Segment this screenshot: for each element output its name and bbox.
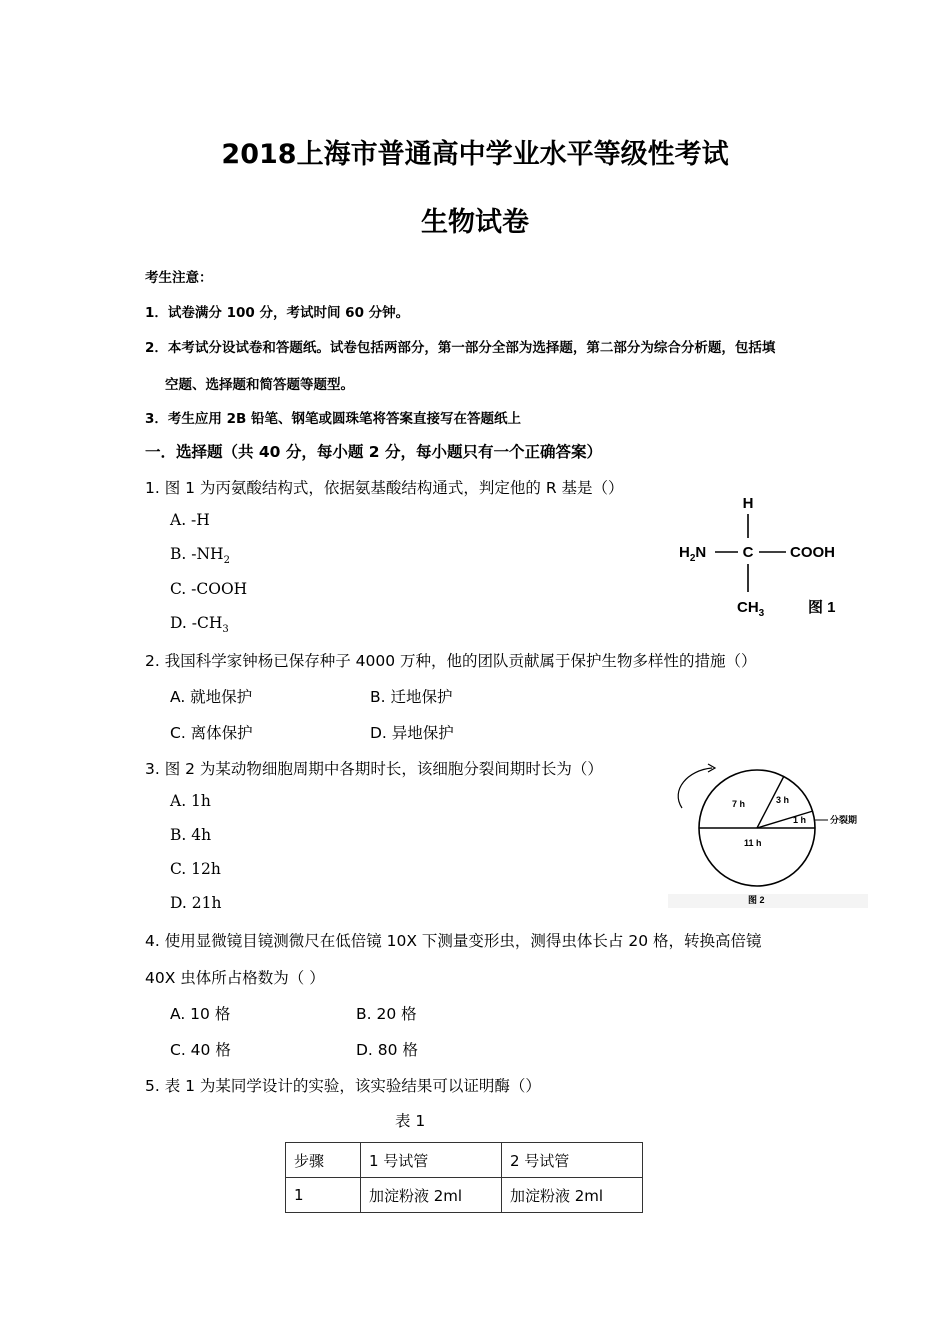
question-2-option-c: C. 离体保护 xyxy=(170,724,253,742)
question-3-stem: 3. 图 2 为某动物细胞周期中各期时长，该细胞分裂间期时长为（） xyxy=(145,760,603,778)
question-4-stem-line-2: 40X 虫体所占格数为（ ） xyxy=(145,969,325,987)
exam-title: 2018上海市普通高中学业水平等级性考试 xyxy=(221,139,729,170)
table-1 xyxy=(285,1142,643,1213)
segment-label-11h: 11 h xyxy=(744,838,762,848)
question-2-stem: 2. 我国科学家钟杨已保存种子 4000 万种，他的团队贡献属于保护生物多样性的措施（） xyxy=(145,652,757,670)
notice-item-3: 3．考生应用 2B 铅笔、钢笔或圆珠笔将答案直接写在答题纸上 xyxy=(145,411,521,427)
question-3-option-a: A. 1h xyxy=(170,792,211,810)
table-header-cell: 1 号试管 xyxy=(361,1143,502,1178)
question-2-option-a: A. 就地保护 xyxy=(170,688,253,706)
question-4-option-b: B. 20 格 xyxy=(356,1005,417,1023)
question-2-option-b: B. 迁地保护 xyxy=(370,688,453,706)
question-4-option-c: C. 40 格 xyxy=(170,1041,231,1059)
question-1-stem: 1. 图 1 为丙氨酸结构式，依据氨基酸结构通式，判定他的 R 基是（） xyxy=(145,479,624,497)
structure-top-atom: H xyxy=(742,495,754,512)
question-1-option-c: C. -COOH xyxy=(170,580,248,598)
question-4-stem-line-1: 4. 使用显微镜目镜测微尺在低倍镜 10X 下测量变形虫，测得虫体长占 20 格，转换高倍镜 xyxy=(145,932,762,950)
exam-subtitle: 生物试卷 xyxy=(421,207,529,238)
segment-label-7h: 7 h xyxy=(732,799,746,809)
segment-label-3h: 3 h xyxy=(776,795,790,805)
table-cell: 1 xyxy=(286,1178,361,1213)
table-row xyxy=(286,1178,643,1213)
segment-label-1h: 1 h xyxy=(793,815,807,825)
table-header-row xyxy=(286,1143,643,1178)
question-1-option-d: D. $-CH_3$ xyxy=(170,614,229,636)
notice-heading: 考生注意： xyxy=(145,270,213,286)
table-1-caption: 表 1 xyxy=(395,1112,426,1130)
table-header-cell: 2 号试管 xyxy=(502,1143,643,1178)
question-1-option-b: B. $-NH_2$ xyxy=(170,545,230,567)
notice-item-2: 2．本考试分设试卷和答题纸。试卷包括两部分，第一部分全部为选择题，第二部分为综合分析题，包括填 xyxy=(145,340,776,356)
question-2-option-d: D. 异地保护 xyxy=(370,724,454,742)
structure-left-group: $H_2N$ xyxy=(679,544,707,564)
question-3-option-d: D. 21h xyxy=(170,894,222,912)
question-3-option-c: C. 12h xyxy=(170,860,221,878)
structure-right-group: COOH xyxy=(790,544,835,561)
table-cell: 加淀粉液 2ml xyxy=(361,1178,502,1213)
question-5-stem: 5. 表 1 为某同学设计的实验，该实验结果可以证明酶（） xyxy=(145,1077,541,1095)
structure-bottom-group: $CH_3$ xyxy=(737,599,765,619)
section-heading: 一．选择题（共 40 分，每小题 2 分，每小题只有一个正确答案） xyxy=(145,443,602,461)
question-1-option-a: A. -H xyxy=(170,511,210,529)
question-4-option-a: A. 10 格 xyxy=(170,1005,231,1023)
figure-1-alanine-structure xyxy=(670,488,850,620)
figure-2-caption: 图 2 xyxy=(748,895,765,905)
table-cell: 加淀粉液 2ml xyxy=(502,1178,643,1213)
mitosis-callout: 分裂期 xyxy=(830,815,858,825)
figure-1-caption: 图 1 xyxy=(808,599,836,616)
structure-center-atom: C xyxy=(742,544,754,561)
table-header-cell: 步骤 xyxy=(286,1143,361,1178)
figure-2-cell-cycle xyxy=(668,760,868,908)
question-3-option-b: B. 4h xyxy=(170,826,212,844)
question-4-option-d: D. 80 格 xyxy=(356,1041,418,1059)
notice-item-1: 1．试卷满分 100 分，考试时间 60 分钟。 xyxy=(145,305,410,321)
notice-item-2-cont: 空题、选择题和简答题等题型。 xyxy=(165,377,354,393)
